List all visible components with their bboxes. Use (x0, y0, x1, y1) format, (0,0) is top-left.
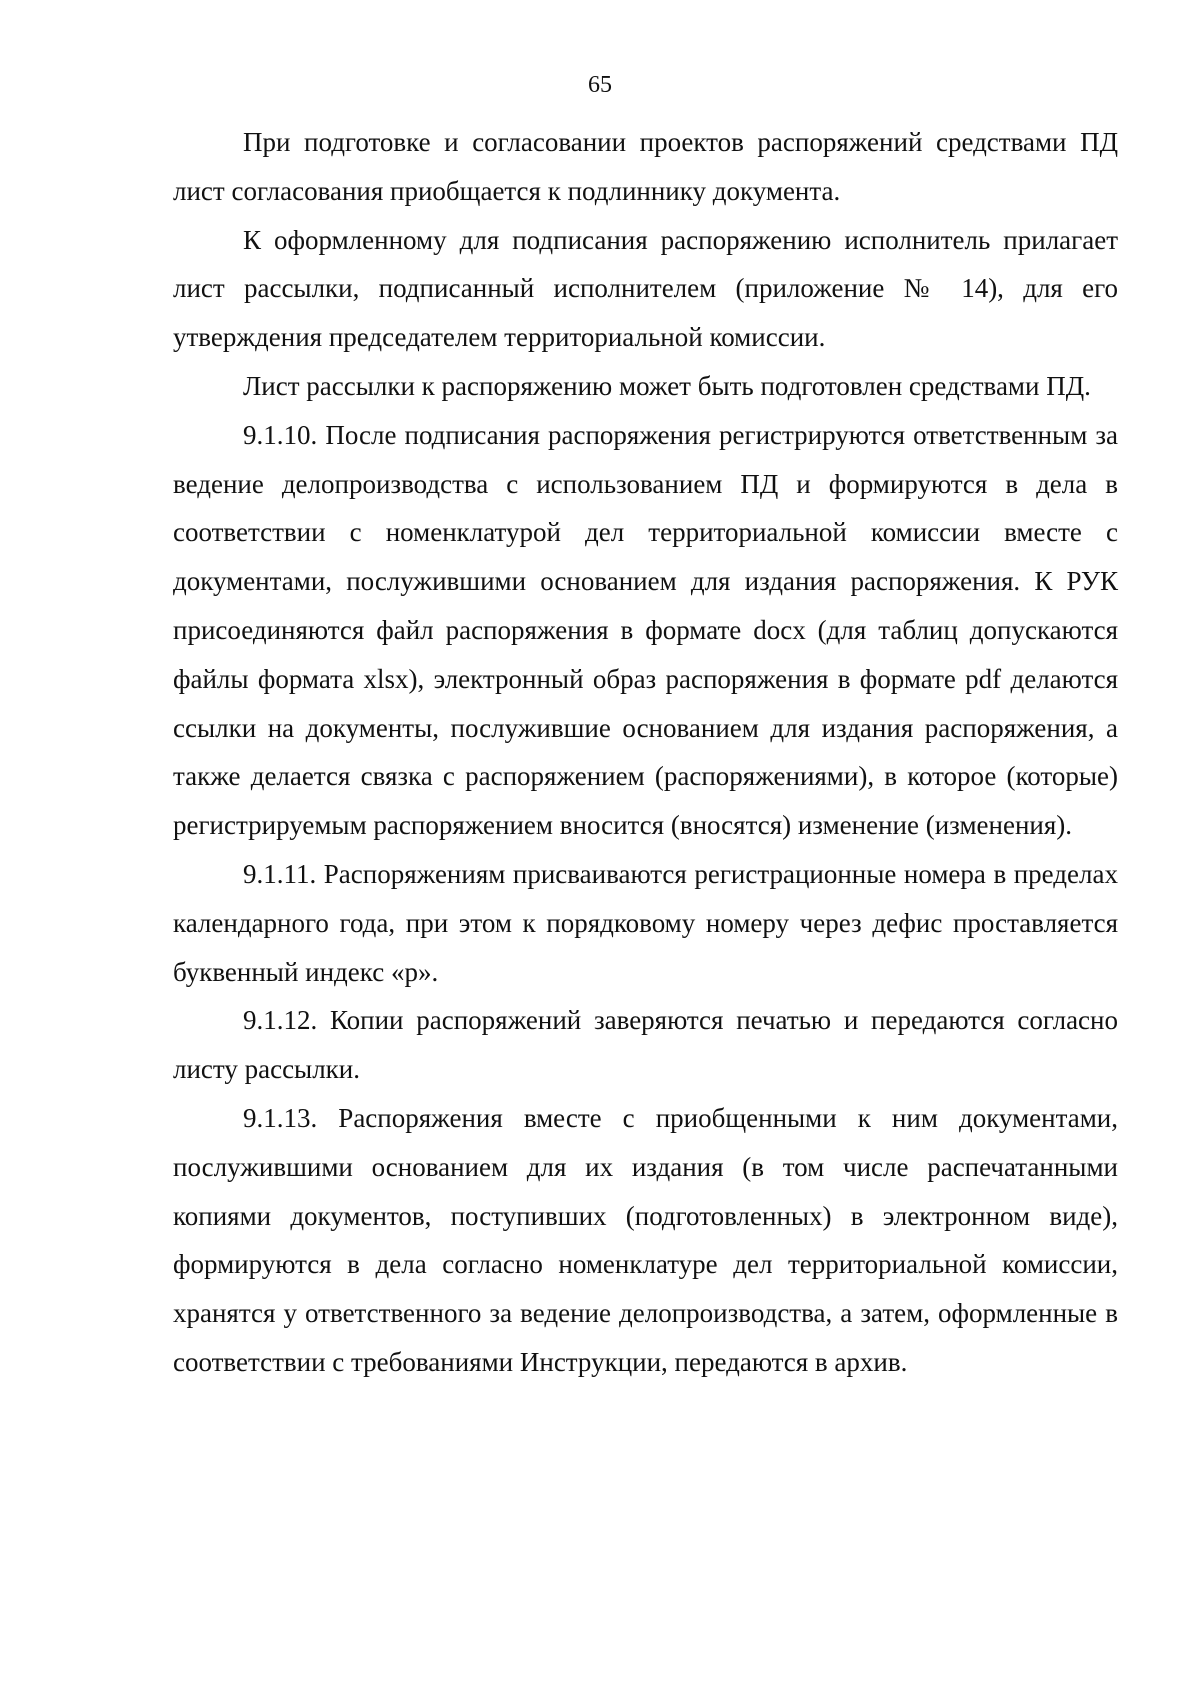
paragraph-9-1-12: 9.1.12. Копии распоряжений заверяются печатью и передаются согласно листу рассылки. (173, 1005, 1118, 1085)
paragraph-9-1-11: 9.1.11. Распоряжениям присваиваются регистрационные номера в пределах календарного года, при этом к порядковому номеру через дефис проставляется буквенный индекс «р». (173, 858, 1118, 987)
document-body (173, 118, 1118, 1387)
paragraph-approval-sheet: При подготовке и согласовании проектов распоряжений средствами ПД лист согласования приобщается к подлиннику документа. (173, 127, 1118, 206)
page-number: 65 (588, 72, 612, 98)
paragraph-9-1-13: 9.1.13. Распоряжения вместе с приобщенными к ним документами, послужившими основанием для их издания (в том числе распечатанными копиями документов, поступивших (подготовленных) в электронном виде), формируются в дела согласно номенклатуре дел территориальной комиссии, хранятся у ответственного за ведение делопроизводства, а затем, оформленные в соответствии с требованиями Инструкции, передаются в архив. (173, 1102, 1118, 1377)
paragraph-9-1-10: 9.1.10. После подписания распоряжения регистрируются ответственным за ведение делопроизводства с использованием ПД и формируются в дела в соответствии с номенклатурой дел территориальной комиссии вместе с документами, послужившими основанием для издания распоряжения. К РУК присоединяются файл распоряжения в формате docx (для таблиц допускаются файлы формата xlsx), электронный образ распоряжения в формате pdf делаются ссылки на документы, послужившие основанием для издания распоряжения, а также делается связка с распоряжением (распоряжениями), в которое (которые) регистрируемым распоряжением вносится (вносятся) изменение (изменения). (173, 419, 1118, 841)
paragraph-distribution-list-pd: Лист рассылки к распоряжению может быть подготовлен средствами ПД. (243, 370, 1091, 401)
paragraph-distribution-list: К оформленному для подписания распоряжению исполнитель прилагает лист рассылки, подписанный исполнителем (приложение № 14), для его утверждения председателем территориальной комиссии. (173, 224, 1118, 353)
